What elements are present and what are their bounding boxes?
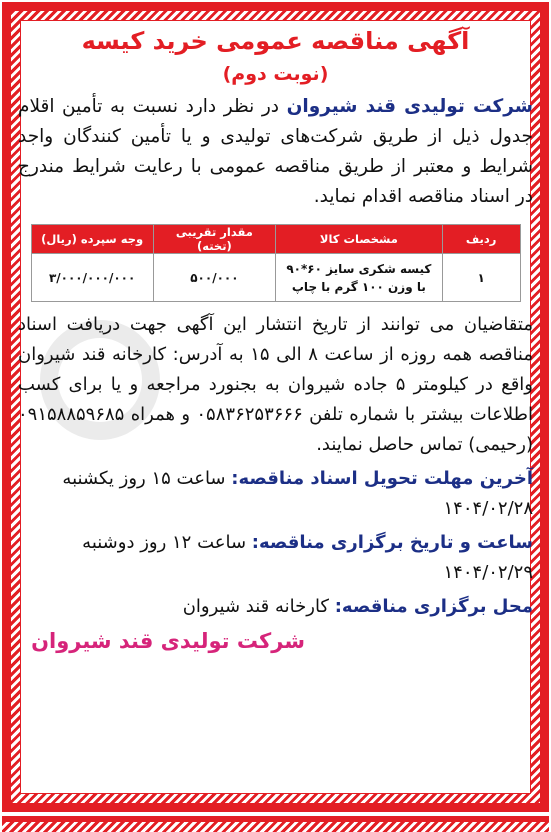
header-deposit: وجه سپرده (ریال) (31, 225, 153, 254)
intro-paragraph (18, 92, 533, 212)
tender-date-value: ساعت ۱۲ روز دوشنبه ۱۴۰۴/۰۲/۲۹ (82, 532, 533, 583)
items-table (31, 224, 521, 302)
company-name: شرکت تولیدی قند شیروان (286, 96, 533, 117)
cell-row-number: ۱ (442, 254, 520, 302)
intro-text: در نظر دارد نسبت به تأمین اقلام جدول ذیل از طریق شرکت‌های تولیدی و یا تأمین کنندگان واجد شرایط و معتبر از طریق مناقصه عمومی با رعایت شرایط مندرج در اسناد مناقصه اقدام نماید. (18, 96, 533, 207)
tender-date (18, 528, 533, 588)
header-row-number: ردیف (442, 225, 520, 254)
tender-date-label: ساعت و تاریخ برگزاری مناقصه: (251, 532, 533, 553)
notice-content (18, 24, 533, 658)
header-item-spec: مشخصات کالا (276, 225, 443, 254)
table-row (31, 254, 520, 302)
instructions-paragraph: متقاضیان می توانند از تاریخ انتشار این آگهی جهت دریافت اسناد مناقصه همه روزه از ساعت ۸ الی ۱۵ به آدرس: کارخانه قند شیروان واقع در کیلومتر ۵ جاده شیروان به بجنورد مراجعه و یا برای کسب اطلاعات بیشتر با شماره تلفن ۰۵۸۳۶۲۵۳۶۶۶ و همراه ۰۹۱۵۸۸۵۹۶۸۵ (رحیمی) تماس حاصل نمایند. (18, 314, 534, 455)
table-header-row (31, 225, 520, 254)
next-notice-frame-edge (2, 816, 549, 832)
submission-deadline-value: ساعت ۱۵ روز یکشنبه ۱۴۰۴/۰۲/۲۸ (62, 468, 533, 519)
notice-title: آگهی مناقصه عمومی خرید کیسه (81, 27, 470, 55)
submission-deadline-label: آخرین مهلت تحویل اسناد مناقصه: (231, 468, 533, 489)
cell-quantity: ۵۰۰/۰۰۰ (153, 254, 275, 302)
tender-location-value: کارخانه قند شیروان (182, 596, 335, 617)
header-quantity: مقدار تقریبی (تخته) (153, 225, 275, 254)
notice-round: (نوبت دوم) (222, 63, 329, 85)
cell-deposit: ۳/۰۰۰/۰۰۰/۰۰۰ (31, 254, 153, 302)
tender-location-label: محل برگزاری مناقصه: (334, 596, 533, 617)
tender-location (18, 592, 533, 622)
cell-item-spec: کیسه شکری سایز ۶۰*۹۰ با وزن ۱۰۰ گرم با چاپ (276, 254, 443, 302)
submission-deadline (18, 464, 533, 524)
company-signature: شرکت تولیدی قند شیروان (31, 629, 305, 653)
